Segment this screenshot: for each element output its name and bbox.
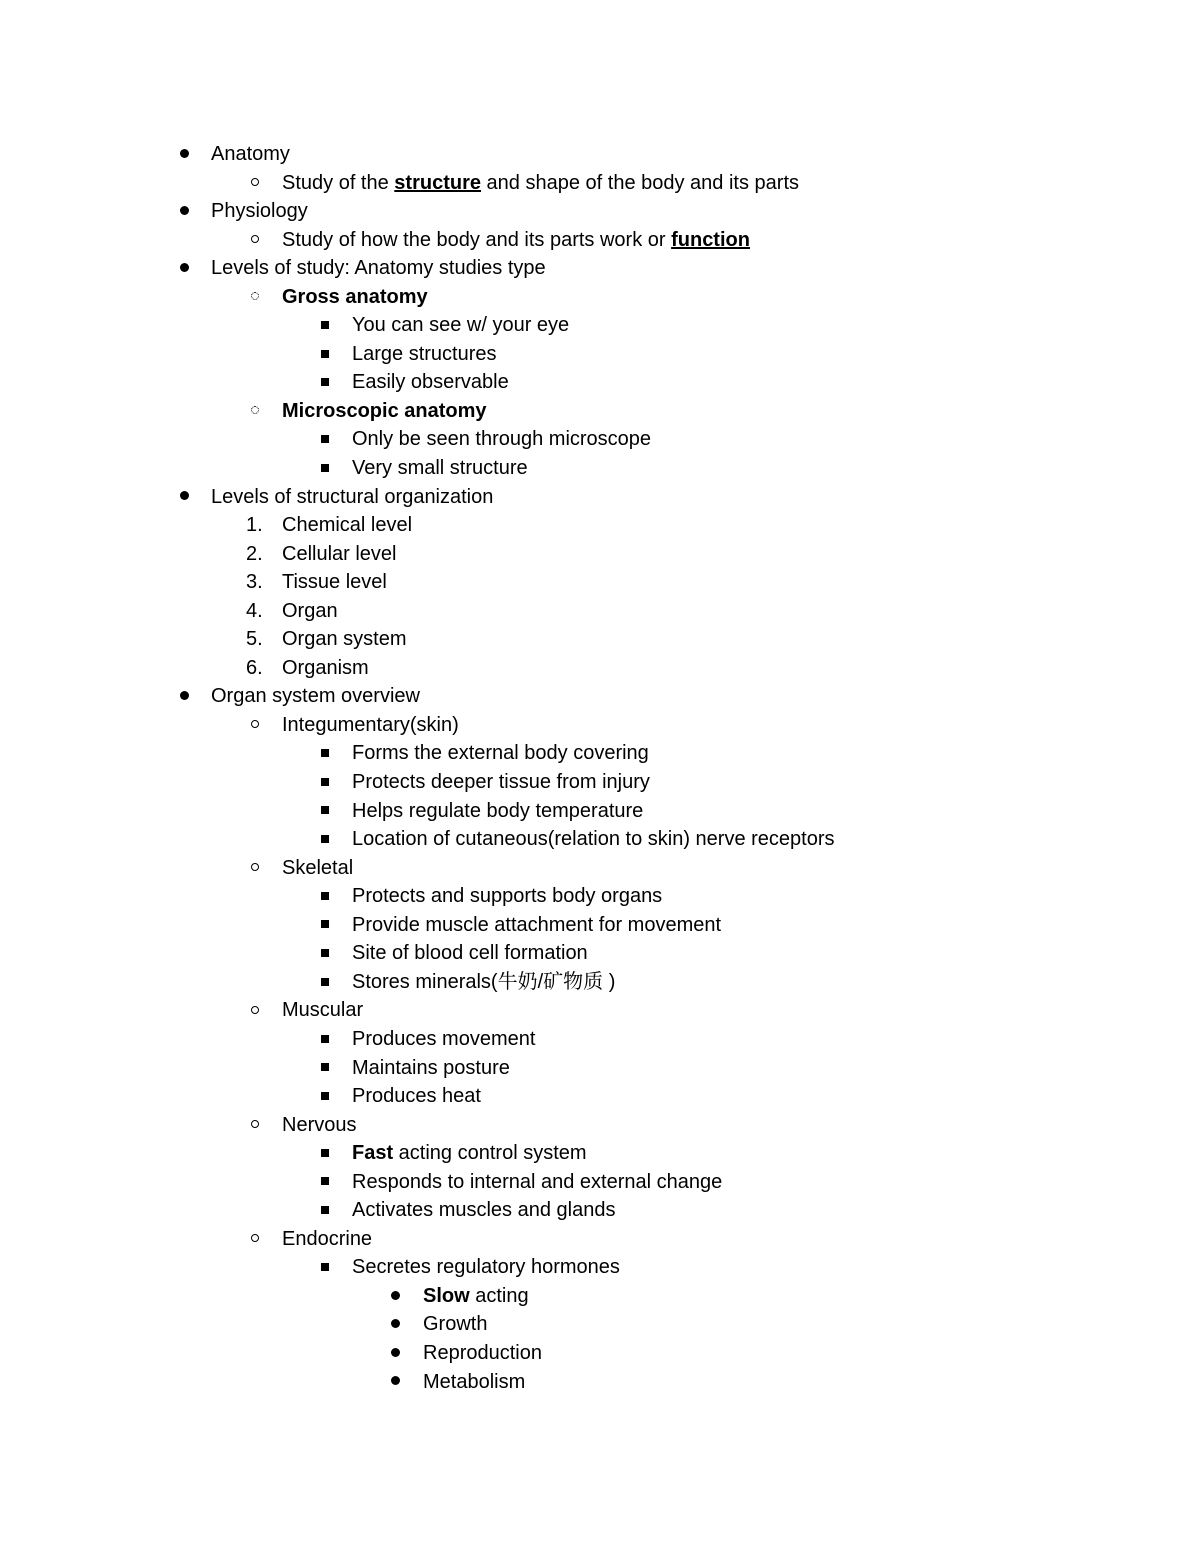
outline-item xyxy=(0,768,1200,797)
outline-text xyxy=(352,968,615,997)
text-run: Reproduction xyxy=(423,1341,542,1364)
outline-item xyxy=(0,1025,1200,1054)
square-bullet-icon xyxy=(315,825,335,854)
outline-text xyxy=(282,511,412,540)
text-run: acting control system xyxy=(393,1142,587,1165)
emphasized-text: structure xyxy=(394,171,481,194)
dot-bullet-icon xyxy=(385,1282,405,1311)
outline-text xyxy=(352,825,835,854)
text-run: Maintains posture xyxy=(352,1056,510,1079)
outline-text xyxy=(423,1339,542,1368)
outline-text xyxy=(282,283,428,312)
outline-text xyxy=(423,1310,487,1339)
text-run: Skeletal xyxy=(282,856,354,879)
text-run: Nervous xyxy=(282,1113,357,1136)
outline-item xyxy=(0,568,1200,597)
dot-bullet-icon xyxy=(385,1310,405,1339)
outline-text xyxy=(352,1082,481,1111)
outline-text xyxy=(282,654,369,683)
dot-bullet-icon xyxy=(174,483,194,512)
square-bullet-icon xyxy=(315,1253,335,1282)
square-bullet-icon xyxy=(315,939,335,968)
outline-text xyxy=(211,140,290,169)
outline-text xyxy=(282,540,397,569)
dot-bullet-icon xyxy=(385,1339,405,1368)
text-run: Forms the external body covering xyxy=(352,742,649,765)
list-number: 2. xyxy=(246,542,263,565)
outline-text xyxy=(352,311,569,340)
text-run: Easily observable xyxy=(352,371,509,394)
outline-text xyxy=(352,1025,535,1054)
text-run: Chemical level xyxy=(282,514,413,537)
outline-item xyxy=(0,1310,1200,1339)
outline-item xyxy=(0,226,1200,255)
square-bullet-icon xyxy=(315,1139,335,1168)
dot-bullet-icon xyxy=(385,1368,405,1397)
text-run: Metabolism xyxy=(423,1370,526,1393)
square-bullet-icon xyxy=(315,1082,335,1111)
outline-item xyxy=(0,283,1200,312)
outline-item xyxy=(0,140,1200,169)
text-run: Site of blood cell formation xyxy=(352,942,588,965)
text-run: Physiology xyxy=(211,200,308,223)
list-number: 6. xyxy=(246,656,263,679)
emphasized-text: function xyxy=(671,228,750,251)
square-bullet-icon xyxy=(315,368,335,397)
outline-item xyxy=(0,597,1200,626)
emphasized-text: Gross anatomy xyxy=(282,285,428,308)
outline-item xyxy=(0,882,1200,911)
list-number: 3. xyxy=(246,571,263,594)
outline-item xyxy=(0,1253,1200,1282)
outline-item xyxy=(0,1368,1200,1397)
text-run: Organism xyxy=(282,656,369,679)
emphasized-text: Slow xyxy=(423,1284,470,1307)
outline-item xyxy=(0,625,1200,654)
square-bullet-icon xyxy=(315,882,335,911)
outline-text xyxy=(211,197,308,226)
text-run: Levels of study: Anatomy studies type xyxy=(211,257,546,280)
square-bullet-icon xyxy=(315,768,335,797)
outline-text xyxy=(352,1054,510,1083)
outline-text xyxy=(282,597,338,626)
outline-text xyxy=(282,1111,356,1140)
outline-item xyxy=(0,1111,1200,1140)
dot-bullet-icon xyxy=(174,197,194,226)
outline-text xyxy=(352,911,721,940)
outline-item xyxy=(0,996,1200,1025)
outline-text xyxy=(211,483,493,512)
text-run: Stores minerals(牛奶/矿物质 ) xyxy=(352,970,616,993)
outline-text xyxy=(423,1282,529,1311)
circle-bullet-icon xyxy=(245,1111,265,1140)
dot-bullet-icon xyxy=(174,254,194,283)
outline-item xyxy=(0,1054,1200,1083)
outline-text xyxy=(282,226,750,255)
outline-text xyxy=(352,882,662,911)
emphasized-text: Microscopic anatomy xyxy=(282,399,487,422)
outline-text xyxy=(282,711,459,740)
outline-item xyxy=(0,540,1200,569)
outline-item xyxy=(0,739,1200,768)
outline-text xyxy=(352,797,643,826)
square-bullet-icon xyxy=(315,311,335,340)
outline-item xyxy=(0,854,1200,883)
outline-item xyxy=(0,454,1200,483)
outline-item xyxy=(0,682,1200,711)
outline-item xyxy=(0,254,1200,283)
square-bullet-icon xyxy=(315,1196,335,1225)
text-run: Study of how the body and its parts work or xyxy=(282,228,672,251)
square-bullet-icon xyxy=(315,739,335,768)
dot-bullet-icon xyxy=(174,140,194,169)
text-run: Tissue level xyxy=(282,571,387,594)
document-body xyxy=(0,140,1200,1396)
outline-item xyxy=(0,1082,1200,1111)
outline-item xyxy=(0,397,1200,426)
text-run: Growth xyxy=(423,1313,488,1336)
outline-text xyxy=(352,739,649,768)
outline-text xyxy=(352,425,651,454)
outline-item xyxy=(0,797,1200,826)
outline-item xyxy=(0,968,1200,997)
text-run: Produces heat xyxy=(352,1085,481,1108)
circle-bullet-icon xyxy=(245,169,265,198)
list-number: 5. xyxy=(246,628,263,651)
text-run: Organ system xyxy=(282,628,407,651)
outline-text xyxy=(282,854,353,883)
text-run: Endocrine xyxy=(282,1227,373,1250)
outline-item xyxy=(0,1168,1200,1197)
text-run: Anatomy xyxy=(211,143,290,165)
text-run: Produces movement xyxy=(352,1027,536,1050)
circle-bullet-icon xyxy=(245,1225,265,1254)
text-run: Activates muscles and glands xyxy=(352,1199,616,1222)
outline-item xyxy=(0,340,1200,369)
square-bullet-icon xyxy=(315,1025,335,1054)
outline-text xyxy=(352,939,588,968)
outline-text xyxy=(282,568,387,597)
text-run: Only be seen through microscope xyxy=(352,428,652,451)
emphasized-text: Fast xyxy=(352,1142,394,1165)
square-bullet-icon xyxy=(315,1054,335,1083)
outline-text xyxy=(282,169,799,198)
outline-text xyxy=(352,340,497,369)
text-run: Helps regulate body temperature xyxy=(352,799,644,822)
list-number: 1. xyxy=(246,514,263,537)
outline-text xyxy=(352,1139,587,1168)
circle-bullet-icon xyxy=(245,711,265,740)
text-run: Provide muscle attachment for movement xyxy=(352,913,722,936)
text-run: Cellular level xyxy=(282,542,397,565)
text-run: Organ system overview xyxy=(211,685,420,708)
outline-text xyxy=(211,682,420,711)
square-bullet-icon xyxy=(315,340,335,369)
outline-item xyxy=(0,911,1200,940)
dashcircle-bullet-icon xyxy=(245,397,265,426)
outline-text xyxy=(282,397,487,426)
outline-text xyxy=(282,996,363,1025)
square-bullet-icon xyxy=(315,797,335,826)
text-run: Responds to internal and external change xyxy=(352,1170,723,1193)
outline-text xyxy=(352,368,509,397)
outline-item xyxy=(0,425,1200,454)
outline-item xyxy=(0,654,1200,683)
outline-item xyxy=(0,368,1200,397)
text-run: Integumentary(skin) xyxy=(282,713,459,736)
outline-item xyxy=(0,197,1200,226)
square-bullet-icon xyxy=(315,968,335,997)
outline-item xyxy=(0,1282,1200,1311)
text-run: and shape of the body and its parts xyxy=(481,171,799,194)
outline-item xyxy=(0,169,1200,198)
square-bullet-icon xyxy=(315,425,335,454)
text-run: Protects deeper tissue from injury xyxy=(352,771,650,794)
text-run: Organ xyxy=(282,599,338,622)
text-run: Location of cutaneous(relation to skin) nerve receptors xyxy=(352,828,835,851)
outline-item xyxy=(0,1196,1200,1225)
circle-bullet-icon xyxy=(245,996,265,1025)
text-run: Large structures xyxy=(352,342,497,365)
square-bullet-icon xyxy=(315,454,335,483)
outline-item xyxy=(0,711,1200,740)
circle-bullet-icon xyxy=(245,854,265,883)
text-run: Very small structure xyxy=(352,457,528,480)
outline-text xyxy=(282,1225,372,1254)
text-run: Protects and supports body organs xyxy=(352,885,663,908)
dashcircle-bullet-icon xyxy=(245,283,265,312)
outline-item xyxy=(0,1339,1200,1368)
outline-item xyxy=(0,825,1200,854)
outline-item xyxy=(0,939,1200,968)
outline-text xyxy=(352,768,650,797)
text-run: Levels of structural organization xyxy=(211,485,494,508)
circle-bullet-icon xyxy=(245,226,265,255)
outline-text xyxy=(282,625,406,654)
square-bullet-icon xyxy=(315,1168,335,1197)
outline-item xyxy=(0,1225,1200,1254)
list-number: 4. xyxy=(246,599,263,622)
outline-text xyxy=(352,1168,722,1197)
outline-item xyxy=(0,483,1200,512)
outline-text xyxy=(423,1368,525,1397)
outline-text xyxy=(352,454,528,483)
text-run: Muscular xyxy=(282,999,364,1022)
outline-text xyxy=(352,1253,620,1282)
dot-bullet-icon xyxy=(174,682,194,711)
outline-item xyxy=(0,1139,1200,1168)
square-bullet-icon xyxy=(315,911,335,940)
text-run: Study of the xyxy=(282,171,395,194)
text-run: acting xyxy=(469,1284,529,1307)
outline-text xyxy=(211,254,546,283)
outline-item xyxy=(0,311,1200,340)
text-run: Secretes regulatory hormones xyxy=(352,1256,620,1279)
outline-item xyxy=(0,511,1200,540)
text-run: You can see w/ your eye xyxy=(352,314,570,337)
outline-text xyxy=(352,1196,615,1225)
